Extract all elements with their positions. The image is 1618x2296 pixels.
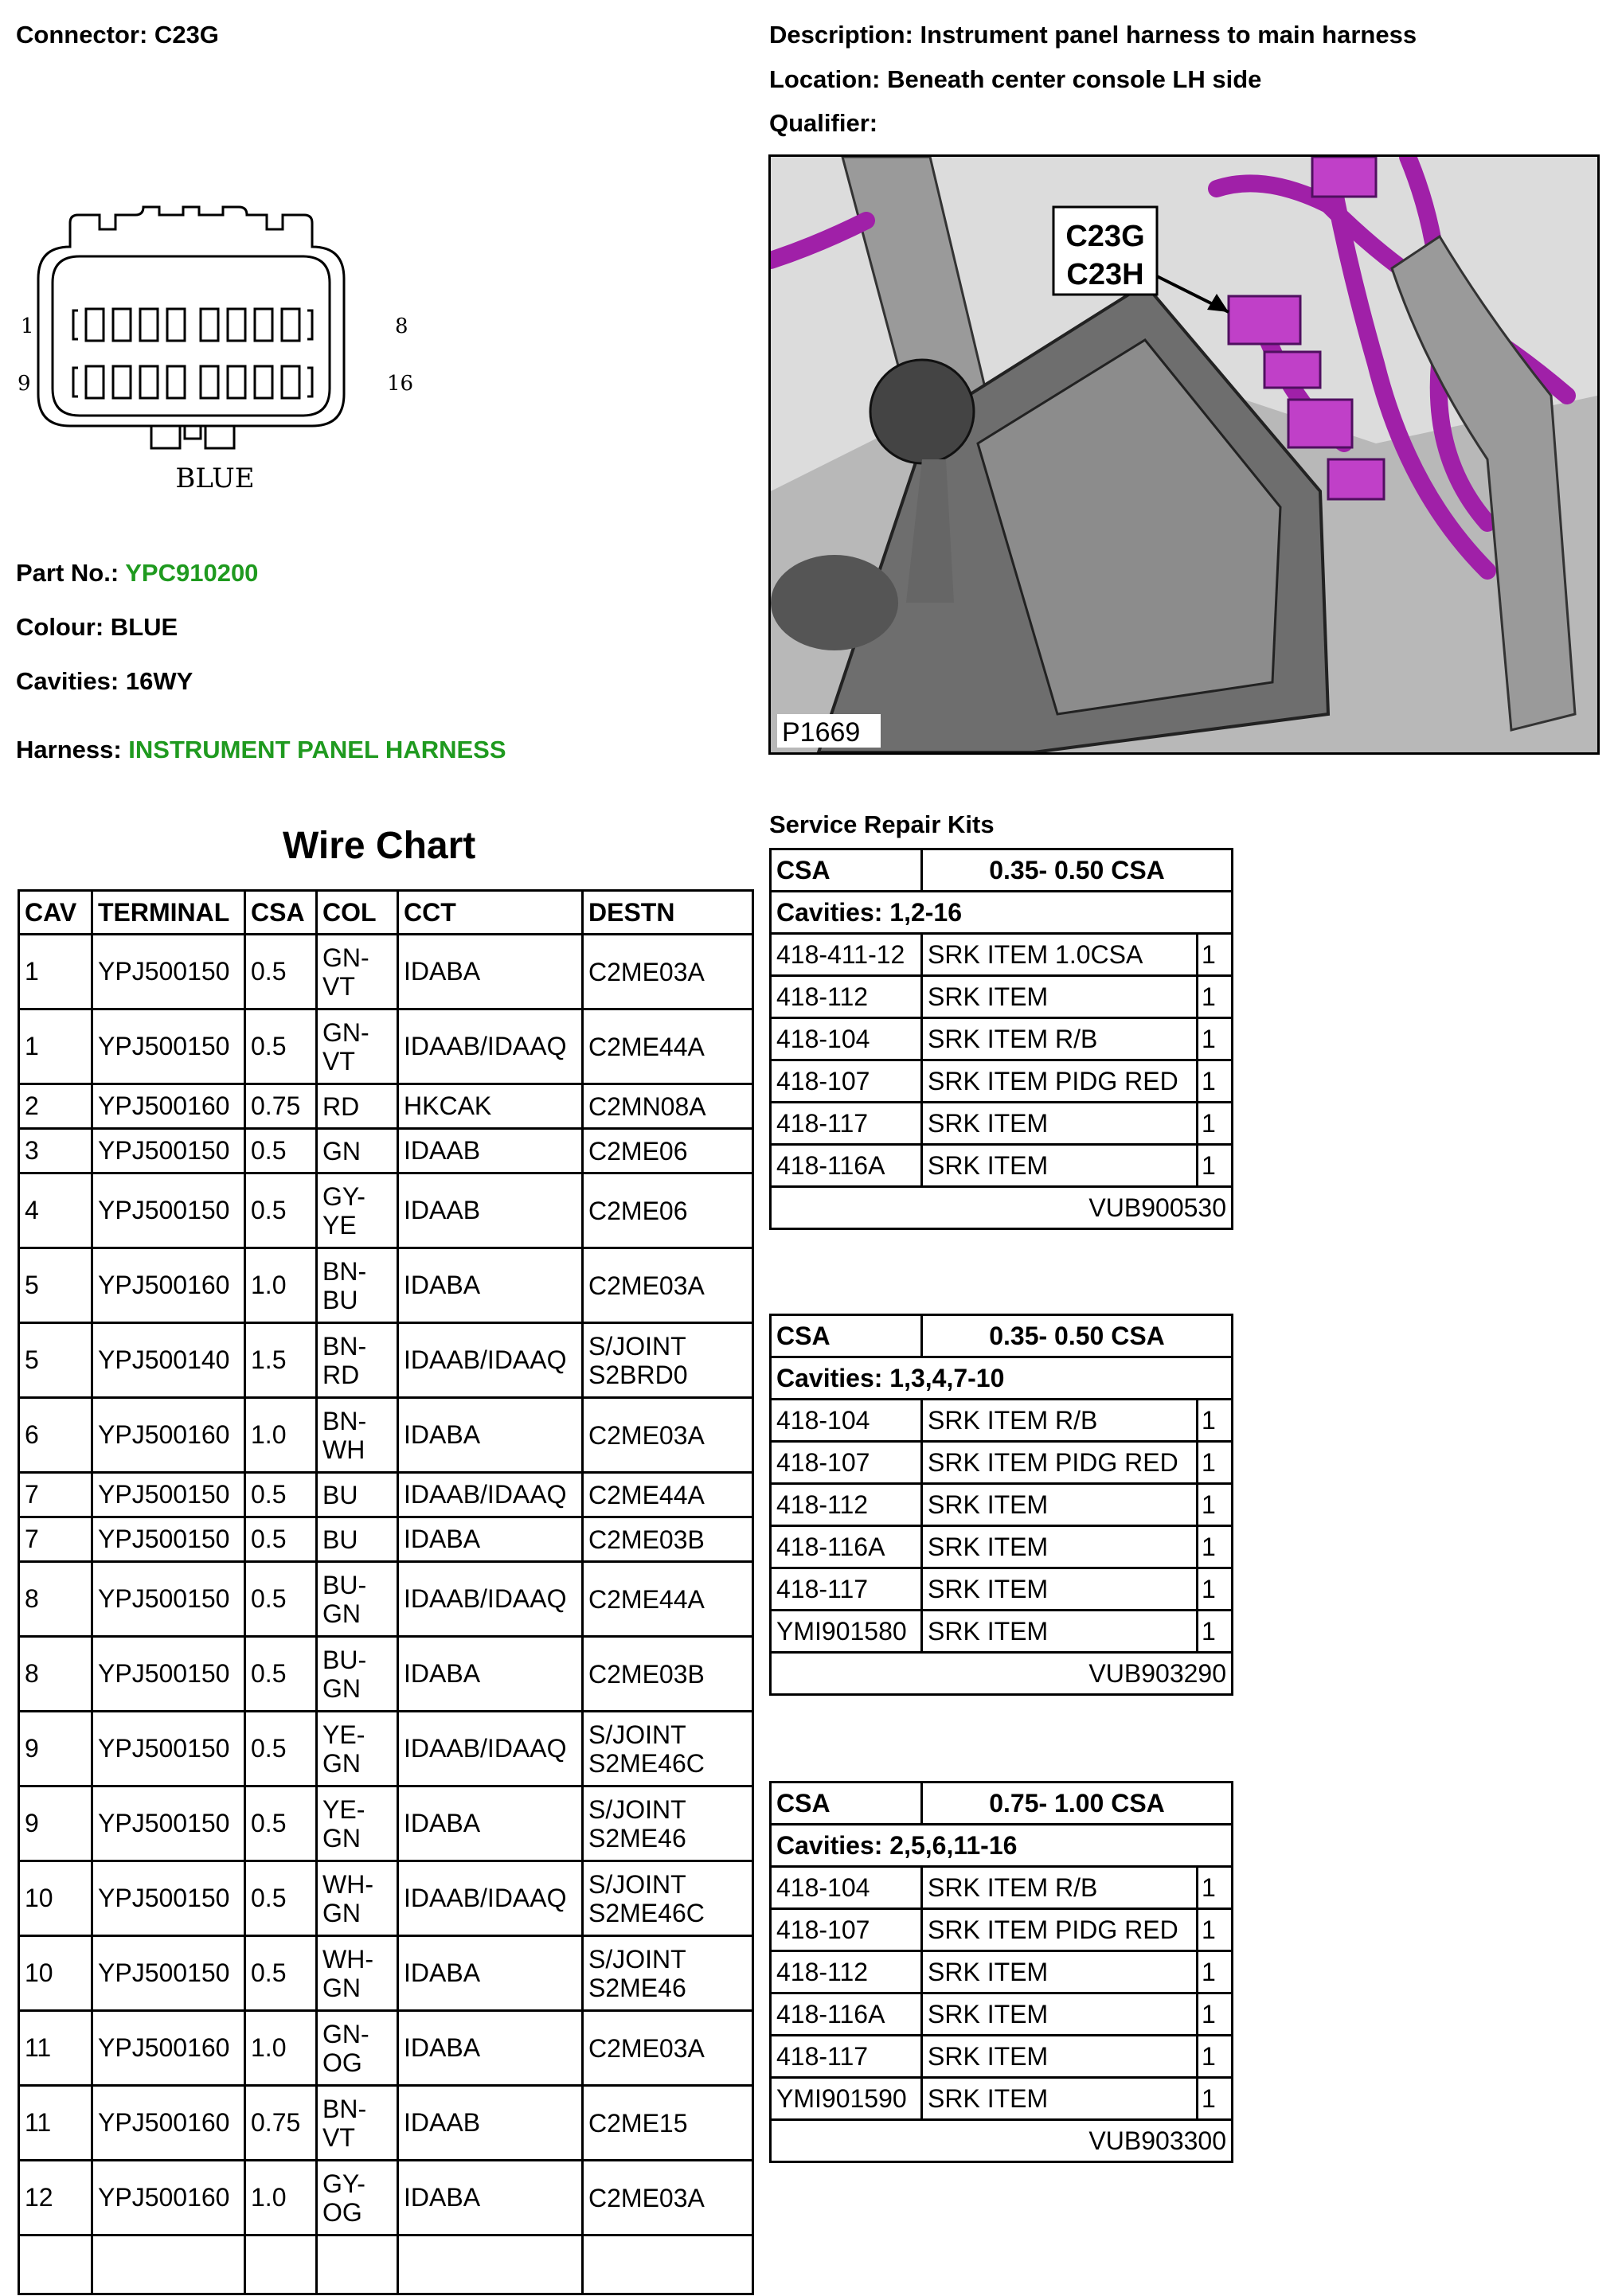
wire-cell-col: GN	[317, 1129, 398, 1173]
connector-colour: Colour: BLUE	[16, 613, 178, 641]
wire-cell-cav	[19, 2235, 92, 2294]
harness: Harness: INSTRUMENT PANEL HARNESS	[16, 736, 506, 763]
wire-cell-terminal	[92, 2235, 245, 2294]
kit-item-part[interactable]: 418-107	[771, 1909, 922, 1951]
kit-item-row	[771, 934, 1233, 976]
kit-item-row	[771, 1442, 1233, 1484]
pin-label-8: 8	[395, 314, 408, 338]
wire-chart-row	[19, 1248, 753, 1323]
kit-item-qty: 1	[1198, 2036, 1233, 2078]
service-repair-kit-table	[769, 1314, 1233, 1696]
wire-cell-col: WH-GN	[317, 1861, 398, 1936]
kit-item-row	[771, 1951, 1233, 1993]
wire-cell-terminal: YPJ500140	[92, 1323, 245, 1398]
wire-cell-col: BN-VT	[317, 2086, 398, 2161]
wire-cell-cct: IDAAB/IDAAQ	[398, 1323, 583, 1398]
wire-chart-row	[19, 1712, 753, 1786]
kit-item-qty: 1	[1198, 1867, 1233, 1909]
wire-cell-cav: 2	[19, 1084, 92, 1129]
wire-cell-cav: 7	[19, 1517, 92, 1562]
kit-item-part[interactable]: YMI901580	[771, 1611, 922, 1653]
connector-qualifier: Qualifier:	[769, 109, 878, 137]
kit-cavities-row	[771, 1825, 1233, 1867]
wire-cell-col: BU	[317, 1517, 398, 1562]
wire-cell-terminal: YPJ500160	[92, 2161, 245, 2235]
kit-cavities: Cavities: 1,3,4,7-10	[771, 1357, 1233, 1400]
wire-chart-row	[19, 1936, 753, 2011]
wire-cell-destn: C2ME03A	[583, 1398, 753, 1473]
wire-cell-destn: C2ME44A	[583, 1473, 753, 1517]
wire-cell-csa: 0.5	[245, 1936, 317, 2011]
wire-cell-csa: 0.5	[245, 1173, 317, 1248]
wire-chart-row	[19, 2161, 753, 2235]
wire-cell-cct: IDABA	[398, 1248, 583, 1323]
wire-cell-destn: S/JOINT S2ME46C	[583, 1712, 753, 1786]
wire-cell-cct: IDAAB/IDAAQ	[398, 1861, 583, 1936]
location-photo	[768, 154, 1600, 755]
wire-cell-destn	[583, 2235, 753, 2294]
wire-cell-destn: S/JOINT S2ME46	[583, 1936, 753, 2011]
wire-cell-terminal: YPJ500150	[92, 935, 245, 1009]
wire-cell-cav: 6	[19, 1398, 92, 1473]
kit-item-row	[771, 1993, 1233, 2036]
wire-cell-terminal: YPJ500150	[92, 1637, 245, 1712]
kit-item-part[interactable]: 418-107	[771, 1442, 922, 1484]
kit-item-part[interactable]: 418-117	[771, 1103, 922, 1145]
wire-cell-col: BU-GN	[317, 1562, 398, 1637]
kit-item-qty: 1	[1198, 1018, 1233, 1060]
connector-description: Description: Instrument panel harness to main harness	[769, 21, 1417, 49]
wire-cell-col: RD	[317, 1084, 398, 1129]
kit-item-desc: SRK ITEM	[922, 1103, 1198, 1145]
wire-cell-destn: C2ME03A	[583, 935, 753, 1009]
kit-item-row	[771, 2036, 1233, 2078]
header-cct: CCT	[398, 891, 583, 935]
wire-cell-cav: 12	[19, 2161, 92, 2235]
kit-code-row	[771, 1653, 1233, 1695]
wire-cell-csa: 0.5	[245, 1129, 317, 1173]
wire-chart-row	[19, 1786, 753, 1861]
wire-cell-col: GN-OG	[317, 2011, 398, 2086]
kit-item-desc: SRK ITEM PIDG RED	[922, 1442, 1198, 1484]
kit-item-desc: SRK ITEM PIDG RED	[922, 1909, 1198, 1951]
wire-cell-csa: 0.5	[245, 1786, 317, 1861]
header-csa: CSA	[245, 891, 317, 935]
kit-csa-value: 0.75- 1.00 CSA	[922, 1783, 1233, 1825]
service-repair-kit-table	[769, 848, 1233, 1230]
wire-cell-cct: IDABA	[398, 1786, 583, 1861]
kit-item-qty: 1	[1198, 1060, 1233, 1103]
wire-cell-terminal: YPJ500160	[92, 1398, 245, 1473]
wire-cell-csa: 0.75	[245, 2086, 317, 2161]
kit-item-part[interactable]: YMI901590	[771, 2078, 922, 2120]
wire-cell-terminal: YPJ500150	[92, 1129, 245, 1173]
wire-cell-col: BN-BU	[317, 1248, 398, 1323]
kit-item-desc: SRK ITEM	[922, 1145, 1198, 1187]
wire-cell-col: BU-GN	[317, 1637, 398, 1712]
part-number-value[interactable]: YPC910200	[125, 559, 259, 587]
wire-cell-cct: IDAAB/IDAAQ	[398, 1009, 583, 1084]
wire-cell-terminal: YPJ500160	[92, 1084, 245, 1129]
wire-cell-cct: IDABA	[398, 2011, 583, 2086]
kit-item-row	[771, 1400, 1233, 1442]
kit-item-part[interactable]: 418-411-12	[771, 934, 922, 976]
kit-item-part[interactable]: 418-112	[771, 976, 922, 1018]
wire-chart-row	[19, 1173, 753, 1248]
wire-cell-destn: C2ME03B	[583, 1637, 753, 1712]
kit-item-desc: SRK ITEM	[922, 2078, 1198, 2120]
kit-item-row	[771, 1526, 1233, 1568]
wire-cell-cav: 1	[19, 935, 92, 1009]
wire-cell-cav: 9	[19, 1786, 92, 1861]
kit-item-part[interactable]: 418-112	[771, 1951, 922, 1993]
wire-cell-terminal: YPJ500150	[92, 1473, 245, 1517]
kit-item-qty: 1	[1198, 1951, 1233, 1993]
wire-cell-cct: IDABA	[398, 935, 583, 1009]
wire-chart-row	[19, 2086, 753, 2161]
kit-item-qty: 1	[1198, 2078, 1233, 2120]
kit-item-desc: SRK ITEM	[922, 1951, 1198, 1993]
wire-cell-terminal: YPJ500150	[92, 1786, 245, 1861]
wire-cell-csa: 0.5	[245, 1473, 317, 1517]
wire-chart-row	[19, 1323, 753, 1398]
kit-item-part[interactable]: 418-104	[771, 1867, 922, 1909]
wire-cell-csa: 1.5	[245, 1323, 317, 1398]
wire-cell-terminal: YPJ500150	[92, 1712, 245, 1786]
kit-csa-value: 0.35- 0.50 CSA	[922, 1315, 1233, 1357]
wire-cell-csa: 0.5	[245, 1637, 317, 1712]
photo-figure-id: P1669	[782, 717, 861, 748]
connector-colour-label: BLUE	[175, 463, 255, 494]
kit-item-part[interactable]: 418-107	[771, 1060, 922, 1103]
wire-cell-terminal: YPJ500150	[92, 1009, 245, 1084]
kit-csa-label: CSA	[771, 1315, 922, 1357]
wire-cell-cct: IDABA	[398, 1936, 583, 2011]
wire-cell-csa: 0.5	[245, 1562, 317, 1637]
wire-cell-csa: 1.0	[245, 2011, 317, 2086]
wire-cell-destn: C2MN08A	[583, 1084, 753, 1129]
part-number: Part No.: YPC910200	[16, 559, 259, 587]
wire-cell-destn: C2ME06	[583, 1129, 753, 1173]
wire-cell-terminal: YPJ500150	[92, 1173, 245, 1248]
pin-label-16: 16	[387, 372, 414, 396]
kit-item-desc: SRK ITEM	[922, 1568, 1198, 1611]
wire-cell-cav: 1	[19, 1009, 92, 1084]
kit-cavities-row	[771, 892, 1233, 934]
wire-cell-csa: 1.0	[245, 1398, 317, 1473]
wire-cell-cct	[398, 2235, 583, 2294]
wire-cell-cav: 5	[19, 1248, 92, 1323]
kit-item-row	[771, 1568, 1233, 1611]
kit-item-desc: SRK ITEM R/B	[922, 1867, 1198, 1909]
wire-cell-cav: 8	[19, 1637, 92, 1712]
harness-value[interactable]: INSTRUMENT PANEL HARNESS	[128, 736, 506, 763]
kit-item-desc: SRK ITEM	[922, 1611, 1198, 1653]
header-terminal: TERMINAL	[92, 891, 245, 935]
wire-chart-row	[19, 1473, 753, 1517]
wire-cell-csa: 1.0	[245, 1248, 317, 1323]
kit-cavities: Cavities: 2,5,6,11-16	[771, 1825, 1233, 1867]
wire-chart-title: Wire Chart	[283, 825, 476, 867]
kit-item-row	[771, 1145, 1233, 1187]
kit-csa-row	[771, 1783, 1233, 1825]
wire-cell-destn: S/JOINT S2ME46C	[583, 1861, 753, 1936]
wire-cell-cav: 4	[19, 1173, 92, 1248]
wire-chart-row	[19, 2011, 753, 2086]
wire-chart-row	[19, 1398, 753, 1473]
kit-item-part[interactable]: 418-112	[771, 1484, 922, 1526]
kit-item-qty: 1	[1198, 934, 1233, 976]
kit-item-part[interactable]: 418-117	[771, 2036, 922, 2078]
kit-csa-row	[771, 849, 1233, 892]
wire-cell-destn: S/JOINT S2ME46	[583, 1786, 753, 1861]
kit-item-desc: SRK ITEM	[922, 976, 1198, 1018]
wire-cell-destn: C2ME03A	[583, 1248, 753, 1323]
kit-item-qty: 1	[1198, 1993, 1233, 2036]
wire-cell-cav: 7	[19, 1473, 92, 1517]
kit-item-desc: SRK ITEM	[922, 1993, 1198, 2036]
wire-cell-csa: 0.75	[245, 1084, 317, 1129]
kit-item-qty: 1	[1198, 1568, 1233, 1611]
wire-cell-destn: C2ME03B	[583, 1517, 753, 1562]
wire-cell-terminal: YPJ500150	[92, 1861, 245, 1936]
kit-item-qty: 1	[1198, 1526, 1233, 1568]
wire-cell-destn: C2ME06	[583, 1173, 753, 1248]
kit-item-row	[771, 1060, 1233, 1103]
kit-code[interactable]: VUB903290	[771, 1653, 1233, 1695]
wire-cell-terminal: YPJ500150	[92, 1517, 245, 1562]
kit-csa-value: 0.35- 0.50 CSA	[922, 849, 1233, 892]
wire-cell-cav: 3	[19, 1129, 92, 1173]
wire-cell-col	[317, 2235, 398, 2294]
wire-chart-row	[19, 1861, 753, 1936]
wire-cell-col: GN-VT	[317, 935, 398, 1009]
kit-item-desc: SRK ITEM	[922, 1484, 1198, 1526]
wire-cell-cav: 10	[19, 1861, 92, 1936]
wire-cell-cct: IDAAB/IDAAQ	[398, 1562, 583, 1637]
wire-chart-row	[19, 1517, 753, 1562]
kit-item-qty: 1	[1198, 1145, 1233, 1187]
wire-cell-destn: S/JOINT S2BRD0	[583, 1323, 753, 1398]
connector-cavities: Cavities: 16WY	[16, 667, 193, 695]
kit-item-row	[771, 1611, 1233, 1653]
wire-cell-terminal: YPJ500150	[92, 1562, 245, 1637]
wire-cell-col: BN-RD	[317, 1323, 398, 1398]
wire-cell-cct: HKCAK	[398, 1084, 583, 1129]
kit-item-qty: 1	[1198, 1611, 1233, 1653]
wire-cell-destn: C2ME03A	[583, 2161, 753, 2235]
kit-item-desc: SRK ITEM PIDG RED	[922, 1060, 1198, 1103]
kit-item-row	[771, 2078, 1233, 2120]
wire-cell-col: YE-GN	[317, 1712, 398, 1786]
photo-callout-c23h: C23H	[1066, 258, 1144, 291]
service-repair-kit-table	[769, 1781, 1233, 2163]
kit-item-part[interactable]: 418-117	[771, 1568, 922, 1611]
wire-cell-col: YE-GN	[317, 1786, 398, 1861]
wire-chart-row	[19, 1009, 753, 1084]
wire-cell-csa: 0.5	[245, 1517, 317, 1562]
wire-chart-header-row	[19, 891, 753, 935]
kit-item-qty: 1	[1198, 1103, 1233, 1145]
wire-cell-csa: 1.0	[245, 2161, 317, 2235]
header-col: COL	[317, 891, 398, 935]
kit-item-qty: 1	[1198, 1442, 1233, 1484]
kit-item-part[interactable]: 418-104	[771, 1018, 922, 1060]
wire-cell-col: WH-GN	[317, 1936, 398, 2011]
kit-item-desc: SRK ITEM	[922, 2036, 1198, 2078]
kit-item-row	[771, 1103, 1233, 1145]
kit-item-row	[771, 976, 1233, 1018]
kit-code-row	[771, 1187, 1233, 1229]
wire-cell-col: GN-VT	[317, 1009, 398, 1084]
wire-cell-cct: IDAAB	[398, 1173, 583, 1248]
pin-label-9: 9	[18, 372, 31, 396]
wire-cell-cct: IDAAB	[398, 1129, 583, 1173]
connector-location: Location: Beneath center console LH side	[769, 65, 1262, 93]
wire-cell-destn: C2ME03A	[583, 2011, 753, 2086]
kit-item-row	[771, 1867, 1233, 1909]
kit-item-desc: SRK ITEM 1.0CSA	[922, 934, 1198, 976]
kit-csa-row	[771, 1315, 1233, 1357]
wire-cell-col: BN-WH	[317, 1398, 398, 1473]
wire-cell-cct: IDAAB/IDAAQ	[398, 1473, 583, 1517]
wire-cell-cct: IDAAB	[398, 2086, 583, 2161]
wire-chart-table	[18, 889, 754, 2295]
wire-cell-cav: 9	[19, 1712, 92, 1786]
wire-cell-cav: 10	[19, 1936, 92, 2011]
wire-cell-cav: 11	[19, 2011, 92, 2086]
wire-cell-terminal: YPJ500150	[92, 1936, 245, 2011]
wire-cell-destn: C2ME44A	[583, 1562, 753, 1637]
wire-cell-terminal: YPJ500160	[92, 2086, 245, 2161]
wire-cell-csa: 0.5	[245, 1009, 317, 1084]
kit-code-row	[771, 2120, 1233, 2162]
wire-chart-row	[19, 1637, 753, 1712]
kit-code[interactable]: VUB903300	[771, 2120, 1233, 2162]
wire-cell-csa: 0.5	[245, 1861, 317, 1936]
wire-cell-cav: 5	[19, 1323, 92, 1398]
wire-cell-terminal: YPJ500160	[92, 1248, 245, 1323]
kit-csa-label: CSA	[771, 1783, 922, 1825]
kit-item-row	[771, 1484, 1233, 1526]
kit-item-part[interactable]: 418-116A	[771, 1993, 922, 2036]
kit-item-row	[771, 1018, 1233, 1060]
kit-item-qty: 1	[1198, 976, 1233, 1018]
kit-item-qty: 1	[1198, 1909, 1233, 1951]
wire-chart-row	[19, 2235, 753, 2294]
header-destn: DESTN	[583, 891, 753, 935]
wire-chart-row	[19, 935, 753, 1009]
wire-cell-col: BU	[317, 1473, 398, 1517]
wire-cell-cct: IDABA	[398, 1517, 583, 1562]
wire-cell-cav: 8	[19, 1562, 92, 1637]
kit-item-desc: SRK ITEM	[922, 1526, 1198, 1568]
kit-cavities-row	[771, 1357, 1233, 1400]
wire-cell-cct: IDAAB/IDAAQ	[398, 1712, 583, 1786]
kit-csa-label: CSA	[771, 849, 922, 892]
pin-label-1: 1	[21, 314, 34, 338]
wire-cell-cct: IDABA	[398, 2161, 583, 2235]
kit-item-desc: SRK ITEM R/B	[922, 1400, 1198, 1442]
kit-item-qty: 1	[1198, 1484, 1233, 1526]
wire-cell-destn: C2ME44A	[583, 1009, 753, 1084]
wire-cell-csa: 0.5	[245, 935, 317, 1009]
kit-item-part[interactable]: 418-116A	[771, 1526, 922, 1568]
wire-cell-col: GY-YE	[317, 1173, 398, 1248]
wire-cell-destn: C2ME15	[583, 2086, 753, 2161]
kit-item-part[interactable]: 418-116A	[771, 1145, 922, 1187]
wire-cell-cav: 11	[19, 2086, 92, 2161]
photo-callout-c23g: C23G	[1065, 220, 1145, 253]
wire-cell-col: GY-OG	[317, 2161, 398, 2235]
wire-cell-csa	[245, 2235, 317, 2294]
wire-cell-cct: IDABA	[398, 1637, 583, 1712]
wire-chart-row	[19, 1084, 753, 1129]
wire-cell-csa: 0.5	[245, 1712, 317, 1786]
header-cav: CAV	[19, 891, 92, 935]
wire-chart-row	[19, 1129, 753, 1173]
kit-cavities: Cavities: 1,2-16	[771, 892, 1233, 934]
kit-item-qty: 1	[1198, 1400, 1233, 1442]
kit-item-row	[771, 1909, 1233, 1951]
kit-item-desc: SRK ITEM R/B	[922, 1018, 1198, 1060]
kit-code[interactable]: VUB900530	[771, 1187, 1233, 1229]
kit-item-part[interactable]: 418-104	[771, 1400, 922, 1442]
wire-chart-row	[19, 1562, 753, 1637]
wire-cell-cct: IDABA	[398, 1398, 583, 1473]
connector-face-diagram	[0, 191, 478, 510]
wire-cell-terminal: YPJ500160	[92, 2011, 245, 2086]
connector-title: Connector: C23G	[16, 21, 219, 49]
service-repair-title: Service Repair Kits	[769, 810, 995, 838]
